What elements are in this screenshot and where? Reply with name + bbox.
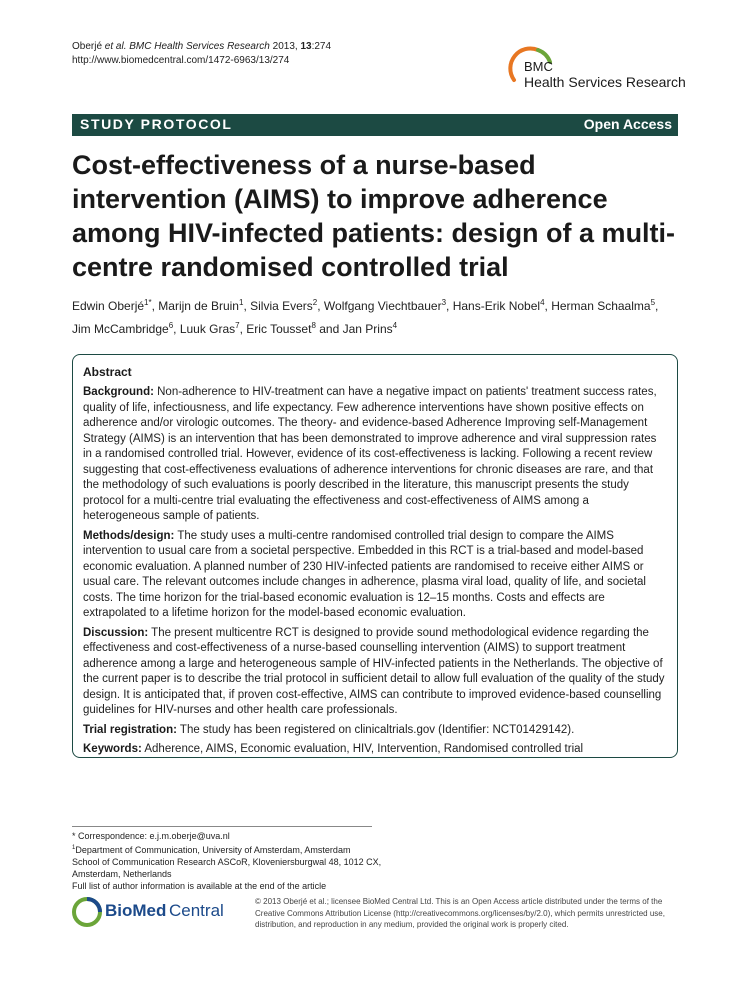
affiliation-1-address: School of Communication Research ASCoR, Kloveniersburgwal 48, 1012 CX,: [72, 857, 382, 867]
affiliation-mark: 1*: [144, 298, 152, 307]
citation-authors: Oberjé: [72, 41, 103, 52]
affiliation-1: $^1$Department of Communication, University of Amsterdam, Amsterdam: [72, 845, 351, 855]
affiliation-mark: 5: [650, 298, 656, 307]
full-author-info-note: Full list of author information is available at the end of the article: [72, 881, 327, 891]
affiliation-1-city: Amsterdam, Netherlands: [72, 869, 172, 879]
affiliation-mark: 1: [238, 298, 244, 307]
affiliation-mark: 6: [168, 321, 174, 330]
author[interactable]: Jan Prins$^4$: [342, 321, 398, 336]
affiliation-mark: 8: [311, 321, 316, 330]
citation-etal: et al.: [104, 41, 127, 52]
author[interactable]: Luuk Gras$^7$: [179, 321, 240, 336]
citation-volume: 13: [300, 41, 312, 52]
citation-journal: BMC Health Services Research: [129, 41, 270, 52]
author[interactable]: Marijn de Bruin$^1$: [158, 298, 244, 313]
footnotes: [72, 826, 382, 892]
abstract-background: Background: Non-adherence to HIV-treatment can have a negative impact on patients' treatment success rates, quality of life, infectiousness, and life expectancy. Few adherence interventions have shown positive effects on adherence and/or virologic outcomes. The theory- and evidence-based Adherence Improving self-Management Strategy (AIMS) is an intervention that has been demonstrated to improve adherence and viral suppression rates in a randomised controlled trial. However, evidence of its cost-effectiveness is lacking. Following a recent review suggesting that cost-effectiveness evaluations of adherence interventions for chronic diseases are rare, and that the methodology of such evaluations is poorly described in the literature, this manuscript presents the study protocol for a multi-centre trial evaluating the effectiveness and cost-effectiveness of AIMS among a heterogeneous sample of patients.: [83, 386, 657, 522]
author[interactable]: Jim McCambridge$^6$: [72, 321, 174, 336]
journal-logo-text: Health Services Research: [524, 74, 686, 90]
abstract-box: [72, 354, 678, 758]
correspondence: * Correspondence: e.j.m.oberje@uva.nl: [72, 831, 230, 841]
correspondence-email[interactable]: e.j.m.oberje@uva.nl: [149, 831, 230, 841]
author[interactable]: Hans-Erik Nobel$^4$: [452, 298, 545, 313]
biomed-logo-text: BioMed: [105, 901, 167, 920]
biomed-central-mark-icon: [72, 897, 102, 927]
affiliation-mark: 4: [540, 298, 545, 307]
author-list: Edwin Oberjé$^{1*}$, Marijn de Bruin$^1$, Silvia Evers$^2$, Wolfgang Viechtbauer$^3$, Hans-Erik Nobel$^4$, Herman Schaalma$^5$, Jim McCambridge$^6$, Luuk Gras$^7$, Eric Tousset$^8$ and Jan Prins$^4$: [72, 298, 659, 336]
central-logo-text: Central: [169, 901, 224, 920]
author[interactable]: Herman Schaalma$^5$: [551, 298, 656, 313]
affiliation-mark: 4: [392, 321, 398, 330]
bmc-journal-logo: [508, 44, 698, 92]
bmc-logo-text: BMC: [524, 59, 553, 74]
affiliation-mark: 3: [441, 298, 447, 307]
article-type-banner: [72, 114, 678, 136]
article-title: Cost-effectiveness of a nurse-based intervention (AIMS) to improve adherence among HIV-infected patients: design of a multi-centre randomised controlled trial: [72, 150, 676, 282]
article-type: STUDY PROTOCOL: [80, 116, 233, 132]
abstract-heading: Abstract: [83, 365, 132, 379]
affiliation-mark: 2: [312, 298, 318, 307]
author[interactable]: Eric Tousset$^8$: [246, 321, 316, 336]
abstract-discussion: Discussion: The present multicentre RCT is designed to provide sound methodological evidence regarding the effectiveness and cost-effectiveness of a nurse-based counselling intervention (AIMS) to support treatment adherence among a large and heterogeneous sample of HIV-infected patients in the Netherlands. The objective of the current paper is to describe the trial protocol in sufficient detail to allow full evaluation of the quality of the study design. It is anticipated that, if proven cost-effective, AIMS can contribute to improved evidence-based counselling guidelines for HIV-nurses and other health care professionals.: [83, 626, 665, 716]
abstract-trial-registration: Trial registration: The study has been registered on clinicaltrials.gov (Identifier: NCT01429142).: [83, 723, 575, 736]
abstract-keywords: Keywords: Adherence, AIMS, Economic evaluation, HIV, Intervention, Randomised controlled trial: [83, 743, 584, 755]
abstract-methods: Methods/design: The study uses a multi-centre randomised controlled trial design to compare the AIMS intervention to usual care from a societal perspective. Embedded in this RCT is a trial-based and model-based economic evaluation. A planned number of 230 HIV-infected patients are randomised to receive either AIMS or usual care. The relevant outcomes include changes in adherence, plasma viral load, quality of life, and societal costs. The time horizon for the trial-based economic evaluation is 12–15 months. Costs and effects are extrapolated to a lifetime horizon for the model-based economic evaluation.: [83, 529, 646, 619]
license-statement: © 2013 Oberjé et al.; licensee BioMed Central Ltd. This is an Open Access article distributed under the terms of the Creative Commons Attribution License (http://creativecommons.org/licenses/by/2.0), which permits unrestricted use, distribution, and reproduction in any medium, provided the original work is properly cited.: [255, 897, 665, 929]
article-url[interactable]: http://www.biomedcentral.com/1472-6963/13/274: [72, 55, 290, 66]
citation-header: [72, 40, 331, 68]
biomed-central-logo: [72, 896, 222, 928]
citation-article: :274: [311, 41, 332, 52]
affiliation-mark: 7: [235, 321, 240, 330]
citation-line: [72, 40, 331, 54]
author[interactable]: Wolfgang Viechtbauer$^3$: [323, 298, 447, 313]
citation-year: 2013,: [269, 41, 301, 52]
author[interactable]: Silvia Evers$^2$: [250, 298, 318, 313]
open-access-label: Open Access: [583, 116, 672, 132]
author[interactable]: Edwin Oberjé$^{1*}$: [72, 298, 152, 313]
